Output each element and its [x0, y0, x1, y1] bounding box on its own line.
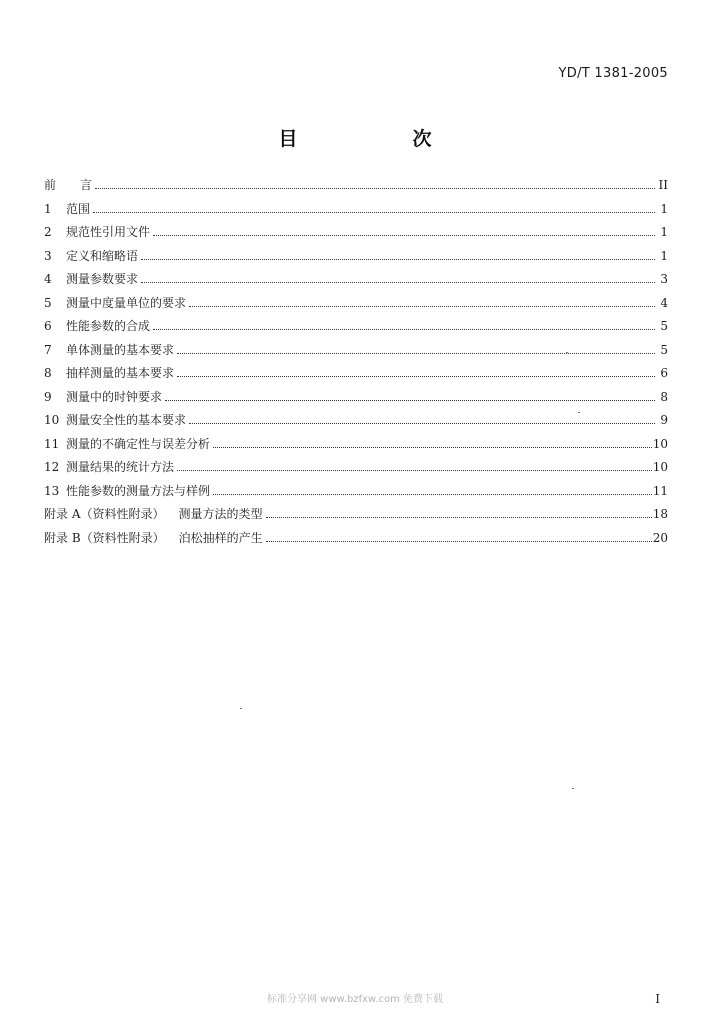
toc-entry — [44, 505, 668, 529]
toc-dot-leader — [95, 187, 655, 189]
toc-dot-leader — [141, 281, 655, 283]
toc-entry-label: 测量安全性的基本要求 — [66, 413, 187, 427]
toc-entry — [44, 176, 668, 200]
toc-entry-number: 6 — [44, 319, 52, 333]
toc-dot-leader — [189, 422, 655, 424]
toc-entry — [44, 435, 668, 459]
toc-entry-number: 5 — [44, 295, 52, 310]
toc-entry — [44, 529, 668, 553]
toc-entry-page: 1 — [660, 225, 668, 239]
table-of-contents — [44, 176, 668, 552]
toc-dot-leader — [177, 469, 652, 471]
toc-entry-label: 抽样测量的基本要求 — [66, 366, 175, 380]
toc-entry-label: 测量中的时钟要求 — [66, 389, 163, 404]
toc-entry-label: 性能参数的合成 — [66, 319, 151, 333]
scan-speck — [572, 788, 574, 789]
toc-dot-leader — [266, 540, 652, 542]
toc-entry-page: 1 — [660, 248, 668, 263]
toc-dot-leader — [141, 258, 655, 260]
toc-entry-number: 8 — [44, 366, 52, 380]
scan-speck — [566, 352, 568, 353]
toc-entry-page: 10 — [652, 460, 668, 474]
toc-entry-page: 8 — [660, 389, 668, 404]
toc-entry-label: 测量中度量单位的要求 — [66, 295, 187, 310]
toc-dot-leader — [189, 305, 655, 307]
toc-entry-page: 3 — [660, 272, 668, 286]
toc-entry — [44, 458, 668, 482]
toc-entry-number: 前 — [44, 178, 57, 192]
toc-entry — [44, 270, 668, 294]
toc-entry — [44, 294, 668, 318]
toc-entry-page: 18 — [652, 507, 668, 521]
toc-entry-number: 13 — [44, 483, 60, 498]
toc-entry-label: 单体测量的基本要求 — [66, 342, 175, 357]
toc-dot-leader — [213, 493, 652, 495]
toc-entry-label: 规范性引用文件 — [66, 225, 151, 239]
toc-entry-label: 范围 — [66, 201, 91, 216]
toc-entry — [44, 247, 668, 271]
toc-dot-leader — [177, 375, 655, 377]
toc-entry-number: 附录 A（资料性附录） — [44, 507, 165, 521]
toc-entry-label: 测量参数要求 — [66, 272, 139, 286]
toc-entry — [44, 223, 668, 247]
toc-entry-number: 11 — [44, 436, 60, 451]
toc-entry — [44, 388, 668, 412]
toc-dot-leader — [177, 352, 655, 354]
toc-entry-label: 泊松抽样的产生 — [178, 530, 263, 545]
toc-entry-number: 9 — [44, 389, 52, 404]
toc-entry-page: II — [658, 178, 668, 192]
toc-entry-number: 2 — [44, 225, 52, 239]
toc-entry-page: 11 — [652, 483, 668, 498]
toc-entry-number: 7 — [44, 342, 52, 357]
toc-dot-leader — [266, 516, 652, 518]
toc-entry-page: 10 — [652, 436, 668, 451]
toc-entry-page: 5 — [660, 342, 668, 357]
toc-entry-label: 言 — [80, 178, 93, 192]
toc-dot-leader — [153, 234, 655, 236]
toc-entry-number: 附录 B（资料性附录） — [44, 530, 165, 545]
toc-entry — [44, 482, 668, 506]
watermark-text: 标准分享网 www.bzfxw.com 免费下载 — [267, 994, 443, 1005]
scan-speck — [240, 708, 242, 709]
page-number: I — [655, 992, 660, 1006]
toc-entry-number: 10 — [44, 413, 60, 427]
toc-entry-number: 4 — [44, 272, 52, 286]
toc-dot-leader — [153, 328, 655, 330]
scan-speck — [578, 412, 580, 413]
toc-dot-leader — [165, 399, 655, 401]
toc-entry-page: 5 — [660, 319, 668, 333]
toc-entry-label: 测量方法的类型 — [178, 507, 263, 521]
toc-entry-number: 1 — [44, 201, 52, 216]
toc-dot-leader — [93, 211, 655, 213]
toc-entry-page: 1 — [660, 201, 668, 216]
toc-entry — [44, 200, 668, 224]
toc-entry — [44, 364, 668, 388]
toc-entry-page: 20 — [652, 530, 668, 545]
toc-entry-page: 6 — [660, 366, 668, 380]
document-code: YD/T 1381-2005 — [558, 66, 668, 81]
toc-entry-label: 测量的不确定性与误差分析 — [66, 436, 211, 451]
toc-title: 目 次 — [278, 128, 480, 150]
toc-entry-page: 9 — [660, 413, 668, 427]
toc-entry — [44, 317, 668, 341]
toc-entry-label: 定义和缩略语 — [66, 248, 139, 263]
toc-dot-leader — [213, 446, 652, 448]
toc-entry — [44, 341, 668, 365]
toc-entry-number: 3 — [44, 248, 52, 263]
toc-entry-label: 性能参数的测量方法与样例 — [66, 483, 211, 498]
toc-entry-number: 12 — [44, 460, 60, 474]
toc-entry-page: 4 — [660, 295, 668, 310]
toc-entry — [44, 411, 668, 435]
toc-entry-label: 测量结果的统计方法 — [66, 460, 175, 474]
